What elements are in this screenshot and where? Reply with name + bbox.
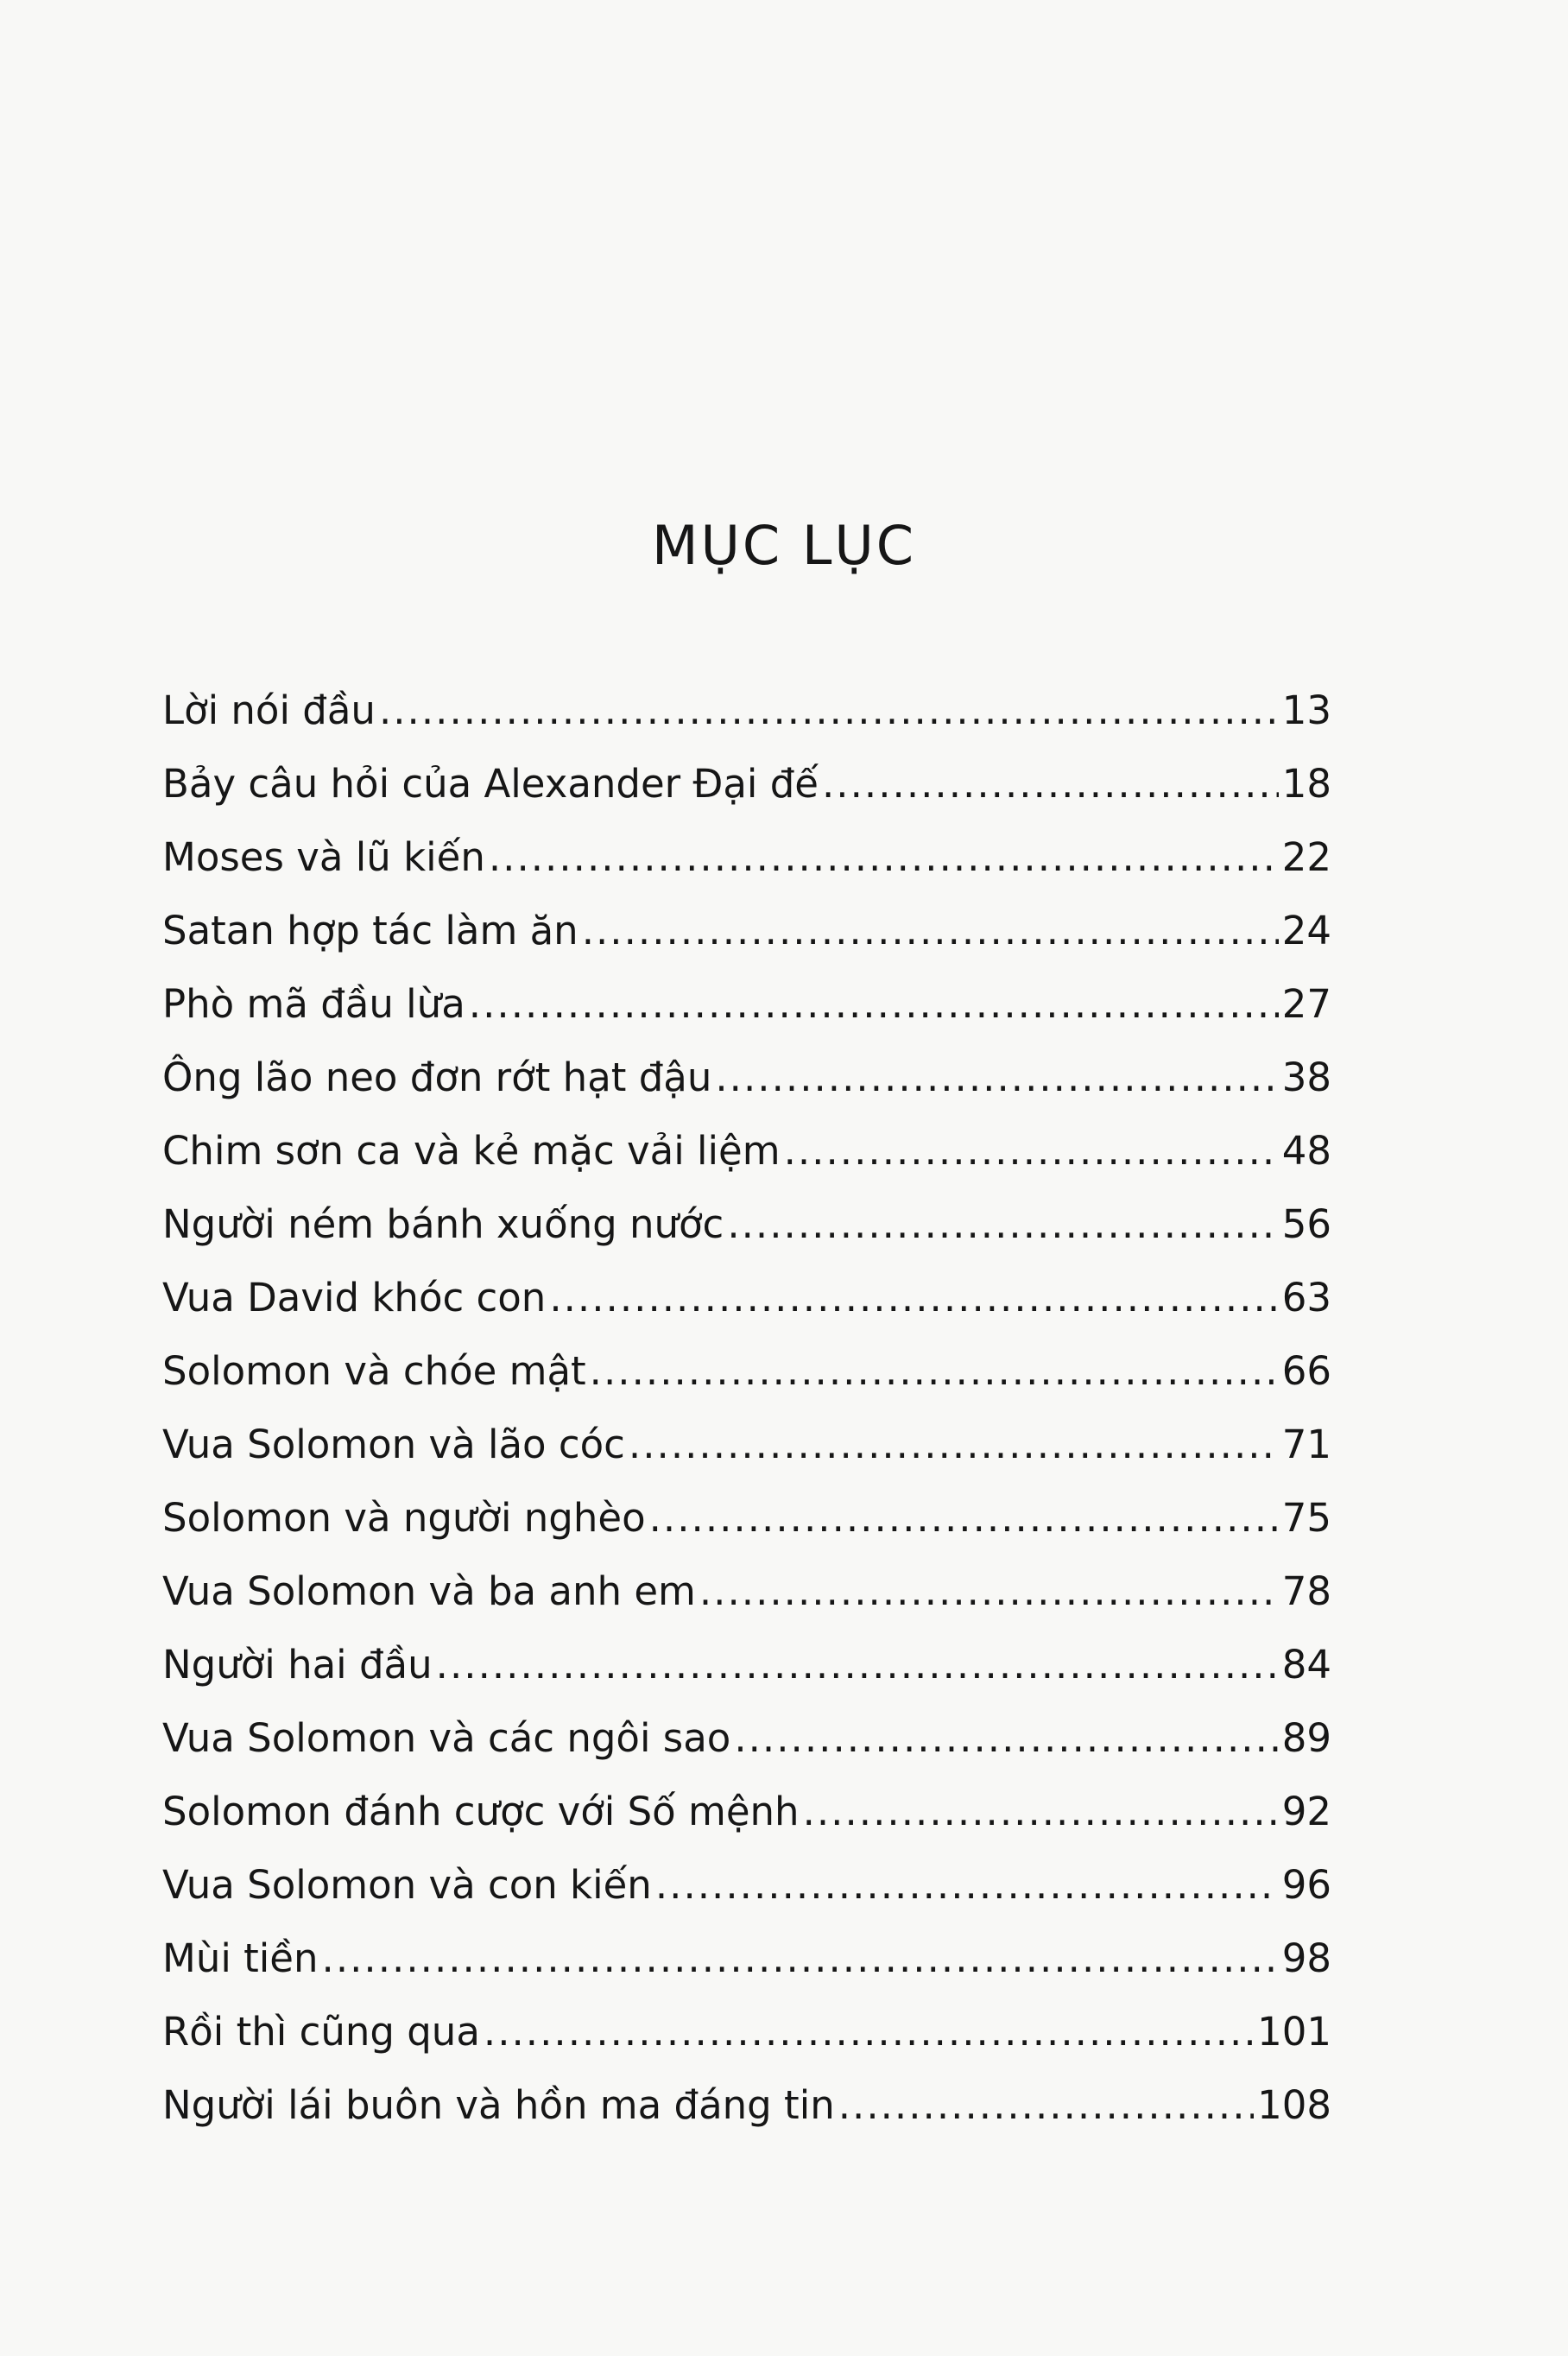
toc-entry-page: 63 (1281, 1275, 1331, 1320)
dot-leader (436, 1628, 1279, 1701)
toc-entry-title: Vua Solomon và con kiến (162, 1862, 652, 1908)
dot-leader (582, 894, 1279, 967)
toc-entry (162, 1481, 1331, 1555)
toc-entry-title: Vua Solomon và các ngôi sao (162, 1715, 731, 1761)
dot-leader (484, 1995, 1254, 2068)
dot-leader (649, 1481, 1279, 1555)
toc-entry-page: 18 (1281, 761, 1331, 807)
dot-leader (822, 747, 1279, 820)
dot-leader (715, 1041, 1278, 1114)
toc-entry-title: Lời nói đầu (162, 687, 376, 733)
toc-entry-title: Moses và lũ kiến (162, 834, 485, 880)
toc-entry-page: 75 (1281, 1495, 1331, 1541)
toc-entry-title: Vua Solomon và lão cóc (162, 1422, 625, 1467)
toc-entry-page: 101 (1257, 2009, 1331, 2055)
dot-leader (549, 1261, 1278, 1334)
toc-entry (162, 674, 1331, 747)
dot-leader (803, 1775, 1279, 1848)
dot-leader (469, 967, 1279, 1041)
toc-entry-title: Ông lão neo đơn rớt hạt đậu (162, 1054, 712, 1100)
toc-entry-page: 78 (1281, 1568, 1331, 1614)
toc-entry-page: 38 (1281, 1054, 1331, 1100)
toc-entry (162, 747, 1331, 820)
toc-entry (162, 820, 1331, 894)
dot-leader (734, 1701, 1278, 1775)
toc-entry-title: Người lái buôn và hồn ma đáng tin (162, 2082, 835, 2128)
toc-entry-title: Bảy câu hỏi của Alexander Đại đế (162, 761, 819, 807)
toc-entry-page: 98 (1281, 1935, 1331, 1981)
toc-entry (162, 1775, 1331, 1848)
toc-entry (162, 1114, 1331, 1188)
toc-entry-title: Satan hợp tác làm ăn (162, 908, 579, 953)
toc-entry-title: Vua David khóc con (162, 1275, 547, 1320)
dot-leader (838, 2068, 1254, 2142)
toc-entry-title: Solomon và người nghèo (162, 1495, 646, 1541)
toc-entry (162, 1922, 1331, 1995)
toc-entry (162, 1408, 1331, 1481)
dot-leader (489, 820, 1279, 894)
dot-leader (590, 1334, 1279, 1408)
dot-leader (322, 1922, 1279, 1995)
dot-leader (655, 1848, 1279, 1922)
toc-entry (162, 1555, 1331, 1628)
dot-leader (727, 1188, 1278, 1261)
toc-entry-title: Rồi thì cũng qua (162, 2009, 480, 2055)
toc-entry-page: 66 (1281, 1348, 1331, 1394)
dot-leader (629, 1408, 1279, 1481)
toc-entry (162, 1188, 1331, 1261)
toc-entry (162, 1261, 1331, 1334)
dot-leader (699, 1555, 1279, 1628)
toc-entry (162, 1701, 1331, 1775)
toc-entry-title: Solomon và chóe mật (162, 1348, 586, 1394)
toc-entry-title: Solomon đánh cược với Số mệnh (162, 1789, 800, 1834)
toc-entry-page: 92 (1281, 1789, 1331, 1834)
toc-entry (162, 1041, 1331, 1114)
toc-entry-title: Phò mã đầu lừa (162, 981, 465, 1027)
toc-entry-page: 22 (1281, 834, 1331, 880)
toc-entry-page: 108 (1257, 2082, 1331, 2128)
toc-entry (162, 1334, 1331, 1408)
table-of-contents (162, 674, 1331, 2142)
toc-entry-page: 71 (1281, 1422, 1331, 1467)
dot-leader (379, 674, 1279, 747)
toc-entry (162, 967, 1331, 1041)
page-title: MỤC LỤC (651, 513, 917, 577)
toc-entry-title: Vua Solomon và ba anh em (162, 1568, 696, 1614)
toc-entry-title: Người ném bánh xuống nước (162, 1201, 724, 1247)
toc-entry-page: 24 (1281, 908, 1331, 953)
toc-entry-page: 13 (1281, 687, 1331, 733)
dot-leader (784, 1114, 1279, 1188)
toc-entry (162, 1628, 1331, 1701)
toc-entry-page: 48 (1281, 1128, 1331, 1174)
toc-entry-title: Mùi tiền (162, 1935, 319, 1981)
toc-entry-page: 56 (1281, 1201, 1331, 1247)
toc-entry (162, 2068, 1331, 2142)
toc-entry-title: Chim sơn ca và kẻ mặc vải liệm (162, 1128, 781, 1174)
toc-entry (162, 894, 1331, 967)
toc-entry-page: 27 (1281, 981, 1331, 1027)
toc-entry-page: 84 (1281, 1642, 1331, 1688)
toc-entry (162, 1995, 1331, 2068)
toc-entry-page: 89 (1281, 1715, 1331, 1761)
toc-entry (162, 1848, 1331, 1922)
toc-entry-title: Người hai đầu (162, 1642, 433, 1688)
toc-entry-page: 96 (1281, 1862, 1331, 1908)
